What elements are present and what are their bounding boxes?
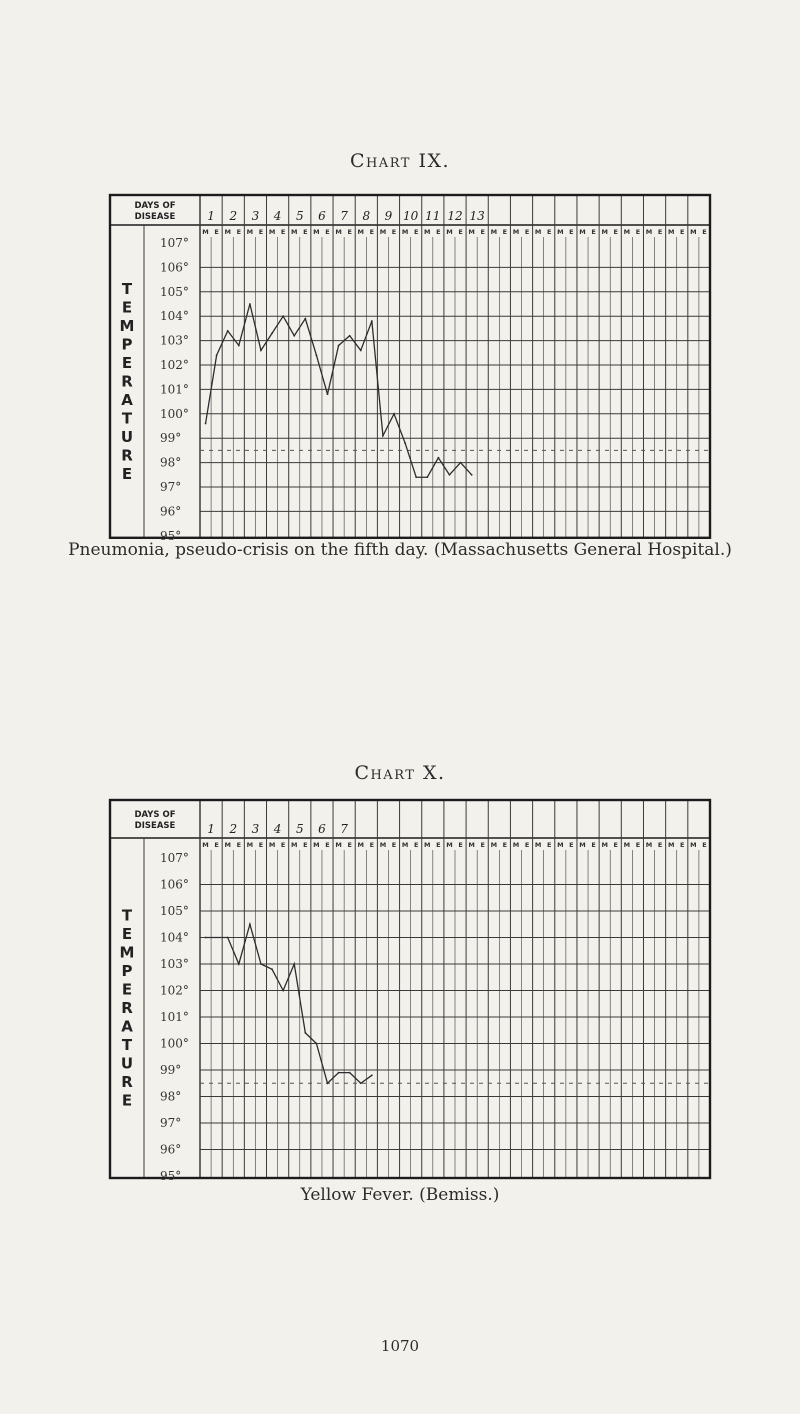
- temperature-point: [271, 332, 273, 334]
- morning-label: M: [534, 228, 542, 236]
- temperature-point: [238, 345, 240, 347]
- grid: [110, 195, 710, 538]
- morning-label: M: [335, 841, 342, 849]
- day-number: 13: [469, 209, 485, 223]
- day-number: 10: [403, 209, 419, 223]
- morning-label: M: [601, 841, 608, 849]
- morning-label: M: [379, 228, 387, 236]
- evening-label: E: [258, 841, 264, 849]
- morning-label: M: [667, 841, 675, 849]
- evening-label: E: [436, 228, 441, 236]
- evening-label: E: [369, 841, 375, 849]
- temperature-point: [304, 1032, 306, 1034]
- days-of-disease-label: DISEASE: [134, 821, 176, 831]
- temperature-axis-letter: T: [121, 279, 133, 298]
- evening-label: E: [369, 228, 375, 236]
- temperature-point: [371, 1074, 373, 1076]
- evening-label: E: [458, 841, 463, 849]
- evening-label: E: [258, 228, 264, 236]
- morning-label: M: [202, 228, 209, 236]
- evening-label: E: [680, 228, 685, 236]
- day-number: 2: [229, 822, 238, 836]
- temperature-point: [205, 937, 207, 939]
- temperature-axis-letter: R: [121, 1073, 133, 1091]
- temperature-axis-letter: T: [121, 409, 133, 428]
- evening-label: E: [502, 841, 508, 849]
- temperature-point: [282, 315, 284, 317]
- evening-label: E: [502, 228, 508, 236]
- evening-label: E: [702, 228, 707, 236]
- temperature-axis-letter: E: [121, 298, 133, 317]
- temperature-axis-letter: T: [121, 906, 133, 925]
- days-of-disease-label: DISEASE: [134, 212, 176, 222]
- evening-label: E: [236, 841, 242, 849]
- day-number: 7: [340, 822, 348, 836]
- temperature-axis-letter: P: [121, 962, 133, 980]
- morning-label: M: [490, 841, 498, 849]
- morning-label: M: [490, 228, 498, 236]
- temperature-axis-letter: A: [121, 390, 133, 409]
- morning-label: M: [579, 228, 586, 236]
- day-number: 11: [425, 209, 441, 223]
- morning-label: M: [690, 228, 697, 236]
- evening-label: E: [413, 228, 419, 236]
- morning-label: M: [268, 228, 276, 236]
- day-number: 1: [207, 209, 215, 223]
- y-tick-label: 105°: [160, 284, 189, 299]
- temperature-point: [316, 1043, 318, 1045]
- evening-label: E: [325, 841, 330, 849]
- evening-label: E: [391, 841, 397, 849]
- morning-label: M: [401, 228, 409, 236]
- evening-label: E: [591, 228, 596, 236]
- morning-label: M: [313, 228, 320, 236]
- y-tick-label: 103°: [160, 957, 189, 971]
- temperature-point: [349, 1072, 351, 1074]
- temperature-point: [327, 1082, 329, 1084]
- evening-label: E: [657, 841, 663, 849]
- morning-label: M: [224, 228, 231, 236]
- temperature-point: [371, 320, 373, 322]
- morning-label: M: [623, 841, 631, 849]
- chart-x-title: Chart X.: [354, 762, 446, 784]
- evening-label: E: [591, 841, 596, 849]
- temperature-axis-letter: M: [119, 316, 135, 335]
- evening-label: E: [280, 228, 286, 236]
- evening-label: E: [303, 841, 308, 849]
- y-tick-label: 95°: [160, 528, 182, 543]
- evening-label: E: [613, 228, 618, 236]
- temperature-axis-letter: R: [121, 372, 133, 391]
- day-number: 5: [295, 209, 304, 223]
- temperature-point: [216, 354, 218, 356]
- morning-label: M: [468, 841, 475, 849]
- day-number: 4: [273, 822, 282, 836]
- y-tick-label: 104°: [160, 930, 189, 945]
- temperature-point: [349, 335, 351, 337]
- evening-label: E: [524, 228, 530, 236]
- morning-label: M: [667, 228, 675, 236]
- morning-label: M: [246, 841, 254, 849]
- morning-label: M: [512, 841, 520, 849]
- evening-label: E: [524, 841, 530, 849]
- temperature-axis-letter: E: [121, 1091, 133, 1110]
- temperature-axis-letter: R: [121, 446, 133, 465]
- temperature-point: [316, 354, 318, 356]
- y-tick-label: 97°: [160, 1116, 182, 1130]
- chart-x: [110, 800, 710, 1183]
- day-number: 9: [384, 209, 393, 223]
- morning-label: M: [579, 841, 586, 849]
- morning-label: M: [623, 228, 631, 236]
- evening-label: E: [391, 228, 397, 236]
- days-of-disease-label: DAYS OF: [134, 201, 176, 211]
- evening-label: E: [236, 228, 242, 236]
- evening-label: E: [347, 841, 352, 849]
- morning-label: M: [335, 228, 342, 236]
- day-number: 4: [273, 209, 282, 223]
- y-tick-label: 102°: [160, 983, 189, 998]
- evening-label: E: [635, 841, 641, 849]
- day-number: 3: [251, 822, 260, 836]
- evening-label: E: [569, 841, 574, 849]
- day-number: 6: [318, 209, 326, 223]
- y-tick-label: 105°: [160, 904, 189, 918]
- morning-label: M: [401, 841, 409, 849]
- temperature-axis-letter: U: [120, 1054, 134, 1073]
- y-tick-label: 98°: [160, 455, 182, 470]
- y-tick-label: 107°: [160, 851, 189, 865]
- morning-label: M: [202, 841, 209, 849]
- evening-label: E: [613, 841, 618, 849]
- chart-ix: [110, 195, 710, 543]
- evening-label: E: [458, 228, 463, 236]
- evening-label: E: [635, 228, 641, 236]
- evening-label: E: [347, 228, 352, 236]
- temperature-point: [449, 474, 451, 476]
- morning-label: M: [468, 228, 475, 236]
- morning-label: M: [690, 841, 697, 849]
- morning-label: M: [313, 841, 320, 849]
- y-tick-label: 103°: [160, 333, 189, 348]
- evening-label: E: [214, 841, 219, 849]
- temperature-axis-letter: U: [120, 427, 134, 446]
- evening-label: E: [480, 228, 485, 236]
- temperature-point: [249, 923, 251, 925]
- morning-label: M: [268, 841, 276, 849]
- morning-label: M: [557, 228, 564, 236]
- evening-label: E: [280, 841, 286, 849]
- grid: [110, 800, 710, 1178]
- temperature-point: [227, 937, 229, 939]
- morning-label: M: [645, 841, 653, 849]
- temperature-axis-letter: E: [121, 925, 133, 943]
- temperature-axis-letter: T: [121, 1036, 133, 1054]
- page-number: 1070: [380, 1337, 420, 1355]
- temperature-axis-letter: E: [121, 353, 133, 372]
- y-tick-label: 106°: [160, 260, 189, 275]
- y-tick-label: 106°: [160, 877, 189, 892]
- y-tick-label: 96°: [160, 1142, 182, 1157]
- evening-label: E: [547, 228, 552, 236]
- morning-label: M: [357, 228, 364, 236]
- temperature-point: [260, 349, 262, 351]
- evening-label: E: [325, 228, 330, 236]
- morning-label: M: [645, 228, 653, 236]
- morning-label: M: [534, 841, 542, 849]
- temperature-point: [249, 303, 251, 305]
- morning-label: M: [357, 841, 364, 849]
- temperature-point: [393, 413, 395, 415]
- y-tick-label: 99°: [160, 431, 182, 446]
- temperature-point: [205, 423, 207, 425]
- temperature-axis-letter: M: [119, 943, 135, 962]
- temperature-point: [360, 1082, 362, 1084]
- temperature-point: [293, 963, 295, 965]
- temperature-point: [460, 462, 462, 464]
- y-tick-label: 107°: [160, 236, 189, 250]
- temperature-point: [271, 968, 273, 970]
- day-number: 5: [295, 822, 304, 836]
- temperature-point: [360, 349, 362, 351]
- chart-ix-title: Chart IX.: [349, 150, 451, 172]
- evening-label: E: [436, 841, 441, 849]
- temperature-point: [227, 330, 229, 332]
- day-number: 12: [447, 209, 463, 223]
- y-tick-label: 101°: [160, 382, 189, 397]
- temperature-point: [404, 442, 406, 444]
- temperature-point: [282, 990, 284, 992]
- evening-label: E: [657, 228, 663, 236]
- evening-label: E: [702, 841, 707, 849]
- evening-label: E: [480, 841, 485, 849]
- morning-label: M: [424, 228, 431, 236]
- temperature-point: [260, 963, 262, 965]
- morning-label: M: [291, 228, 298, 236]
- temperature-point: [338, 1072, 340, 1074]
- morning-label: M: [446, 228, 453, 236]
- evening-label: E: [680, 841, 685, 849]
- y-tick-label: 99°: [160, 1063, 182, 1077]
- temperature-point: [327, 393, 329, 395]
- morning-label: M: [291, 841, 298, 849]
- day-number: 8: [362, 209, 371, 223]
- day-number: 2: [229, 209, 238, 223]
- temperature-point: [437, 457, 439, 459]
- chart-x-caption: Yellow Fever. (Bemiss.): [300, 1185, 500, 1205]
- morning-label: M: [601, 228, 608, 236]
- y-tick-label: 101°: [160, 1010, 189, 1024]
- morning-label: M: [424, 841, 431, 849]
- temperature-axis-letter: A: [121, 1017, 133, 1036]
- morning-label: M: [446, 841, 453, 849]
- evening-label: E: [413, 841, 419, 849]
- y-tick-label: 95°: [160, 1169, 182, 1183]
- y-tick-label: 100°: [160, 406, 189, 421]
- temperature-point: [338, 345, 340, 347]
- y-tick-label: 100°: [160, 1036, 189, 1051]
- temperature-point: [426, 476, 428, 478]
- days-of-disease-label: DAYS OF: [134, 810, 176, 820]
- evening-label: E: [303, 228, 308, 236]
- morning-label: M: [246, 228, 254, 236]
- y-tick-label: 98°: [160, 1089, 182, 1104]
- y-tick-label: 97°: [160, 480, 182, 494]
- chart-ix-caption: Pneumonia, pseudo-crisis on the fifth day. (Massachusetts General Hospital.): [68, 540, 732, 560]
- temperature-point: [415, 476, 417, 478]
- morning-label: M: [512, 228, 520, 236]
- temperature-point: [304, 318, 306, 320]
- morning-label: M: [557, 841, 564, 849]
- temperature-axis-letter: P: [121, 335, 133, 354]
- day-number: 6: [318, 822, 326, 836]
- temperature-axis-letter: R: [121, 999, 133, 1017]
- evening-label: E: [214, 228, 219, 236]
- day-number: 3: [251, 209, 260, 223]
- day-number: 7: [340, 209, 348, 223]
- temperature-point: [238, 963, 240, 965]
- y-tick-label: 102°: [160, 358, 189, 372]
- day-number: 1: [207, 822, 215, 836]
- temperature-axis-letter: E: [121, 464, 133, 483]
- temperature-point: [293, 335, 295, 337]
- temperature-axis-letter: E: [121, 980, 133, 999]
- y-tick-label: 96°: [160, 504, 182, 519]
- y-tick-label: 104°: [160, 309, 189, 324]
- morning-label: M: [379, 841, 387, 849]
- evening-label: E: [547, 841, 552, 849]
- evening-label: E: [569, 228, 574, 236]
- morning-label: M: [224, 841, 231, 849]
- temperature-line: [206, 304, 472, 477]
- temperature-point: [471, 474, 473, 476]
- temperature-point: [382, 435, 384, 437]
